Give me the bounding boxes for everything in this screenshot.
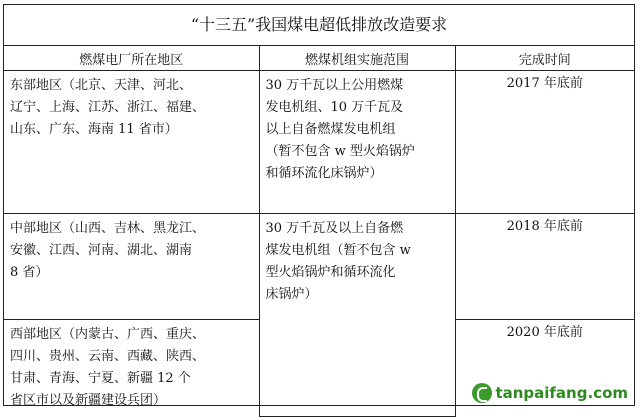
region-line: 东部地区（北京、天津、河北、: [10, 78, 193, 93]
region-line: 甘肃、青海、宁夏、新疆 12 个: [10, 371, 191, 386]
scope-line: 以上自备燃煤发电机组: [265, 122, 396, 137]
header-time: 完成时间: [455, 46, 634, 71]
scope-cell-central-west: [259, 214, 455, 417]
region-line: 中部地区（山西、吉林、黑龙江、: [10, 221, 206, 236]
region-line: 西部地区（内蒙古、广西、重庆、: [10, 327, 206, 342]
time-cell-west: 2020 年底前: [455, 320, 634, 417]
header-scope: 燃煤机组实施范围: [259, 46, 455, 71]
table-row: [4, 71, 634, 214]
scope-line: 发电机组、10 万千瓦及: [265, 100, 404, 115]
header-row: [4, 46, 634, 71]
region-line: 8 省）: [10, 265, 49, 280]
header-region: 燃煤电厂所在地区: [4, 46, 259, 71]
region-cell-central: [4, 214, 259, 320]
region-line: 辽宁、上海、江苏、浙江、福建、: [10, 100, 206, 115]
table-row: [4, 214, 634, 320]
scope-cell-east: [259, 71, 455, 214]
scope-line: 30 万千瓦及以上自备燃: [265, 221, 404, 236]
requirements-table: [4, 46, 634, 417]
region-cell-east: [4, 71, 259, 214]
region-line: 安徽、江西、河南、湖北、湖南: [10, 243, 193, 258]
region-line: 省区市以及新疆建设兵团）: [10, 393, 167, 408]
regulation-table-document: [3, 4, 635, 406]
watermark-text: tanpaifang.com: [495, 384, 628, 402]
scope-line: （暂不包含 w 型火焰锅炉: [265, 144, 415, 159]
scope-line: 煤发电机组（暂不包含 w: [265, 243, 411, 258]
region-cell-west: [4, 320, 259, 417]
region-line: 山东、广东、海南 11 省市）: [10, 122, 178, 137]
scope-line: 和循环流化床锅炉）: [265, 166, 383, 181]
time-cell-central: 2018 年底前: [455, 214, 634, 320]
scope-line: 型火焰锅炉和循环流化: [265, 265, 396, 280]
leaf-logo-icon: [472, 383, 492, 403]
site-watermark: [472, 383, 628, 403]
time-cell-east: 2017 年底前: [455, 71, 634, 214]
region-line: 四川、贵州、云南、西藏、陕西、: [10, 349, 206, 364]
scope-line: 30 万千瓦以上公用燃煤: [265, 78, 404, 93]
table-title: “十三五”我国煤电超低排放改造要求: [4, 5, 634, 46]
scope-line: 床锅炉）: [265, 287, 318, 302]
